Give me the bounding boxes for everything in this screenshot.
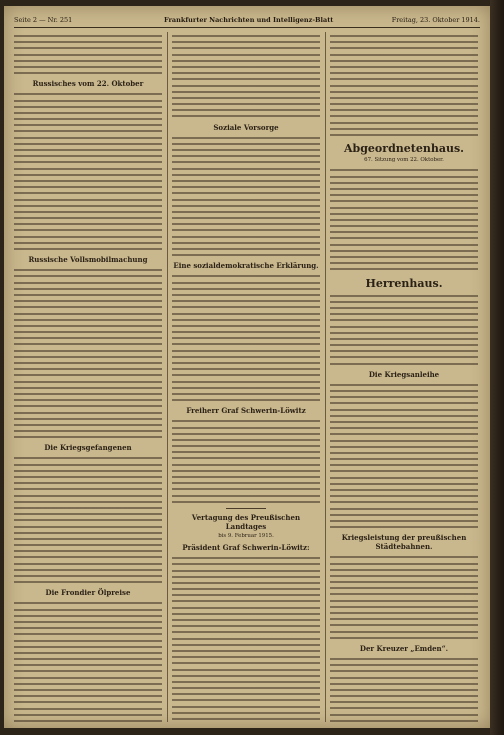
headline: Präsident Graf Schwerin-Löwitz: xyxy=(182,543,310,553)
page-edge-shadow xyxy=(490,0,504,735)
article-text xyxy=(14,599,162,722)
newspaper-page xyxy=(4,6,490,728)
newspaper-title: Frankfurter Nachrichten und Intelligenz-Blatt xyxy=(164,16,334,24)
article-text xyxy=(330,166,478,271)
headline: Freiherr Graf Schwerin-Löwitz xyxy=(186,406,306,416)
subheadline: bis 9. Februar 1915. xyxy=(218,532,274,539)
headline: Die Frondier Ölpreise xyxy=(45,588,131,598)
column-1 xyxy=(14,32,162,722)
article-text xyxy=(172,272,320,402)
article-text xyxy=(330,553,478,640)
headline: Russisches vom 22. Oktober xyxy=(32,79,144,89)
page-number: Seite 2 — Nr. 251 xyxy=(14,16,73,24)
column-divider xyxy=(167,32,168,722)
article-text xyxy=(14,90,162,251)
article-text xyxy=(330,381,478,530)
headline: Die Kriegsgefangenen xyxy=(44,443,132,453)
headline: Vertagung des Preußischen Landtages xyxy=(191,512,301,531)
article-text xyxy=(172,554,320,722)
article-text xyxy=(14,32,162,75)
headline: Kriegsleistung der preußischen Städtebahnen. xyxy=(341,533,467,552)
column-2 xyxy=(172,32,320,722)
article-text xyxy=(330,32,478,137)
article-text xyxy=(330,292,478,366)
article-text xyxy=(172,134,320,258)
section-title: Abgeordnetenhaus. xyxy=(344,142,464,156)
article-text xyxy=(172,417,320,504)
article-text xyxy=(14,266,162,439)
column-3 xyxy=(330,32,478,722)
headline: Eine sozialdemokratische Erklärung. xyxy=(173,261,319,271)
headline: Die Kriegsanleihe xyxy=(368,369,440,379)
section-title: Herrenhaus. xyxy=(365,276,443,290)
masthead xyxy=(14,14,480,26)
headline: Der Kreuzer „Emden“. xyxy=(359,643,449,653)
headline: Russische Vollsmobilmachung xyxy=(28,255,148,265)
issue-date: Freitag, 23. Oktober 1914. xyxy=(391,16,480,24)
divider xyxy=(226,508,266,509)
headline: Soziale Vorsorge xyxy=(213,122,279,132)
article-text xyxy=(14,454,162,584)
masthead-rule xyxy=(14,27,480,28)
column-divider xyxy=(325,32,326,722)
subheadline: 67. Sitzung vom 22. Oktober. xyxy=(364,157,444,164)
article-text xyxy=(330,655,478,722)
article-text xyxy=(172,32,320,119)
